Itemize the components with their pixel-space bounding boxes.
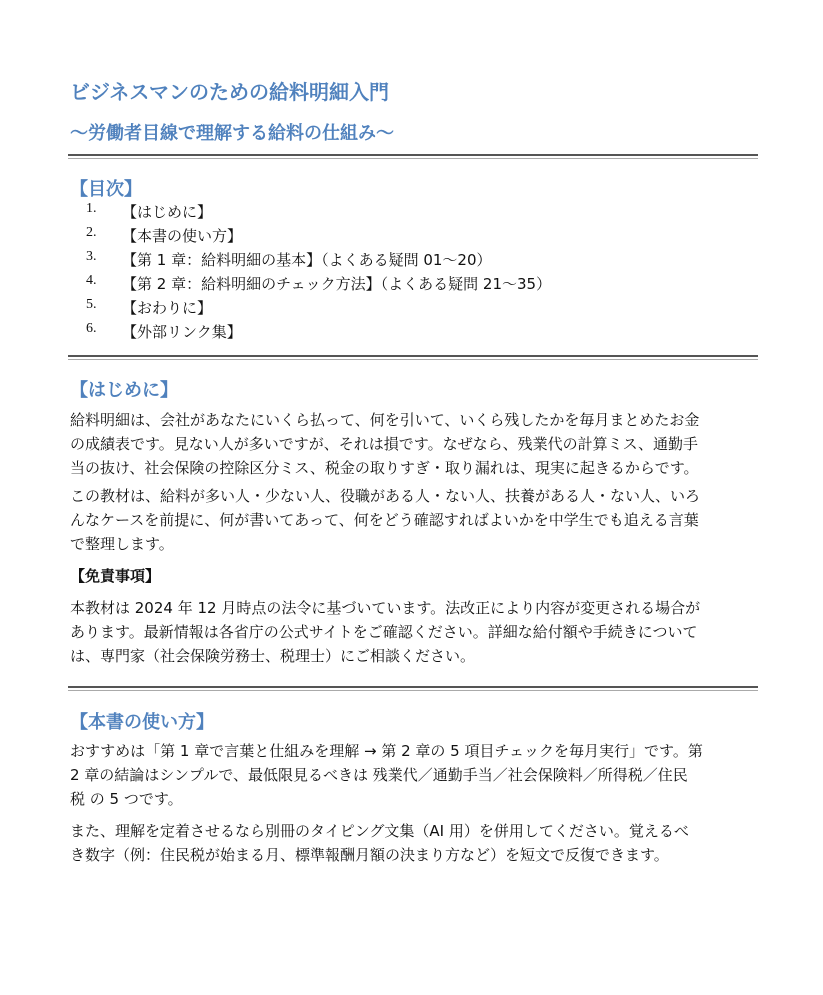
paragraph-line: き数字（例：住民税が始まる月、標準報酬月額の決まり方など）を短文で反復できます。 — [70, 846, 669, 864]
paragraph-line: おすすめは「第 1 章で言葉と仕組みを理解 → 第 2 章の 5 項目チェックを毎月実行」です。第 — [70, 742, 703, 760]
toc-item-link[interactable]: 【第 1 章：給料明細の基本】（よくある疑問 01〜20） — [122, 251, 492, 269]
intro-heading: 【はじめに】 — [70, 380, 178, 401]
paragraph-line: は、専門家（社会保険労務士、税理士）にご相談ください。 — [70, 647, 476, 665]
paragraph-line: 2 章の結論はシンプルで、最低限見るべきは 残業代／通勤手当／社会保険料／所得税／住民 — [70, 766, 688, 784]
toc-item-link[interactable]: 【本書の使い方】 — [122, 227, 243, 245]
document-title: ビジネスマンのための給料明細入門 — [70, 80, 389, 104]
paragraph-line: 税 の 5 つです。 — [70, 790, 183, 808]
document-subtitle: 〜労働者目線で理解する給料の仕組み〜 — [70, 123, 394, 144]
toc-item-number: 2. — [86, 225, 97, 240]
toc-item-link[interactable]: 【はじめに】 — [122, 203, 213, 221]
divider — [68, 686, 758, 691]
toc-item-number: 5. — [86, 297, 97, 312]
toc-item-link[interactable]: 【外部リンク集】 — [122, 323, 242, 341]
paragraph-line: の成績表です。見ない人が多いですが、それは損です。なぜなら、残業代の計算ミス、通勤手 — [70, 435, 699, 453]
paragraph-line: 給料明細は、会社があなたにいくら払って、何を引いて、いくら残したかを毎月まとめたお金 — [70, 411, 700, 429]
toc-item-number: 4. — [86, 273, 97, 288]
paragraph-line: んなケースを前提に、何が書いてあって、何をどう確認すればよいかを中学生でも追える言葉 — [70, 511, 699, 529]
usage-heading: 【本書の使い方】 — [70, 712, 214, 733]
paragraph-line: 当の抜け、社会保険の控除区分ミス、税金の取りすぎ・取り漏れは、現実に起きるからです。 — [70, 459, 699, 477]
disclaimer-heading: 【免責事項】 — [70, 567, 161, 585]
paragraph-line: この教材は、給料が多い人・少ない人、役職がある人・ない人、扶養がある人・ない人、いろ — [70, 487, 701, 505]
paragraph-line: で整理します。 — [70, 535, 174, 553]
paragraph-line: また、理解を定着させるなら別冊のタイピング文集（AI 用）を併用してください。覚えるべ — [70, 822, 689, 840]
paragraph-line: 本教材は 2024 年 12 月時点の法令に基づいています。法改正により内容が変更される場合が — [70, 599, 701, 617]
divider — [68, 355, 758, 360]
toc-heading: 【目次】 — [70, 179, 142, 200]
toc-item-link[interactable]: 【おわりに】 — [122, 299, 213, 317]
toc-item-number: 3. — [86, 249, 97, 264]
toc-item-number: 6. — [86, 321, 97, 336]
toc-item-link[interactable]: 【第 2 章：給料明細のチェック方法】（よくある疑問 21〜35） — [122, 275, 552, 293]
divider — [68, 154, 758, 159]
paragraph-line: あります。最新情報は各省庁の公式サイトをご確認ください。詳細な給付額や手続きについて — [70, 623, 698, 641]
toc-item-number: 1. — [86, 201, 97, 216]
